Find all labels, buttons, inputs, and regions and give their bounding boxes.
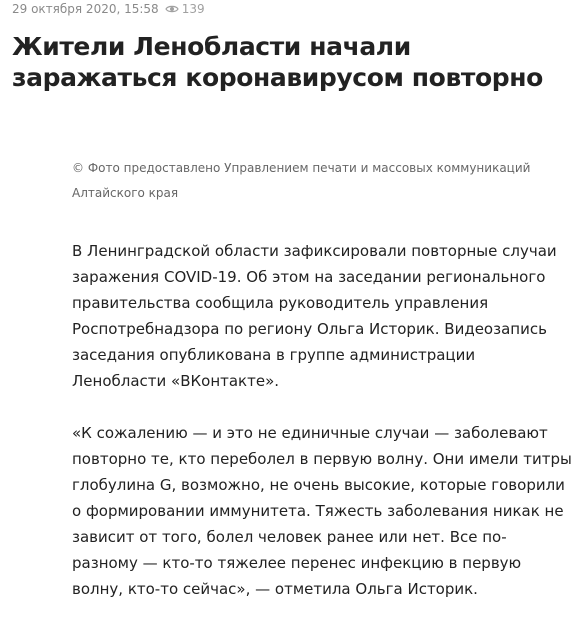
article-body xyxy=(72,238,572,628)
article-meta xyxy=(12,2,205,16)
views-counter xyxy=(165,2,205,16)
photo-credit: © Фото предоставлено Управлением печати и массовых коммуникаций Алтайского края xyxy=(72,161,531,200)
publish-date: 29 октября 2020, 15:58 xyxy=(12,2,159,16)
article-title: Жители Ленобласти начали заражаться коронавирусом повторно xyxy=(12,32,543,92)
article-quote-paragraph: «К сожалению — и это не единичные случаи — заболевают повторно те, кто переболел в первую волну. Они имели титры глобулина G, возможно, не очень высокие, которые говорили о формировании иммунитета. Тяжесть заболевания никак не зависит от того, болел человек ранее или нет. Все по-разному — кто-то тяжелее перенес инфекцию в первую волну, кто-то сейчас», — отметила Ольга Историк. xyxy=(72,424,572,598)
article-paragraph: В Ленинградской области зафиксировали повторные случаи заражения COVID-19. Об этом на заседании регионального правительства сообщила руководитель управления Роспотребнадзора по региону Ольга Историк. Видеозапись заседания опубликована в группе администрации Ленобласти «ВКонтакте». xyxy=(72,242,557,390)
views-count: 139 xyxy=(181,2,205,16)
eye-icon xyxy=(165,4,179,14)
